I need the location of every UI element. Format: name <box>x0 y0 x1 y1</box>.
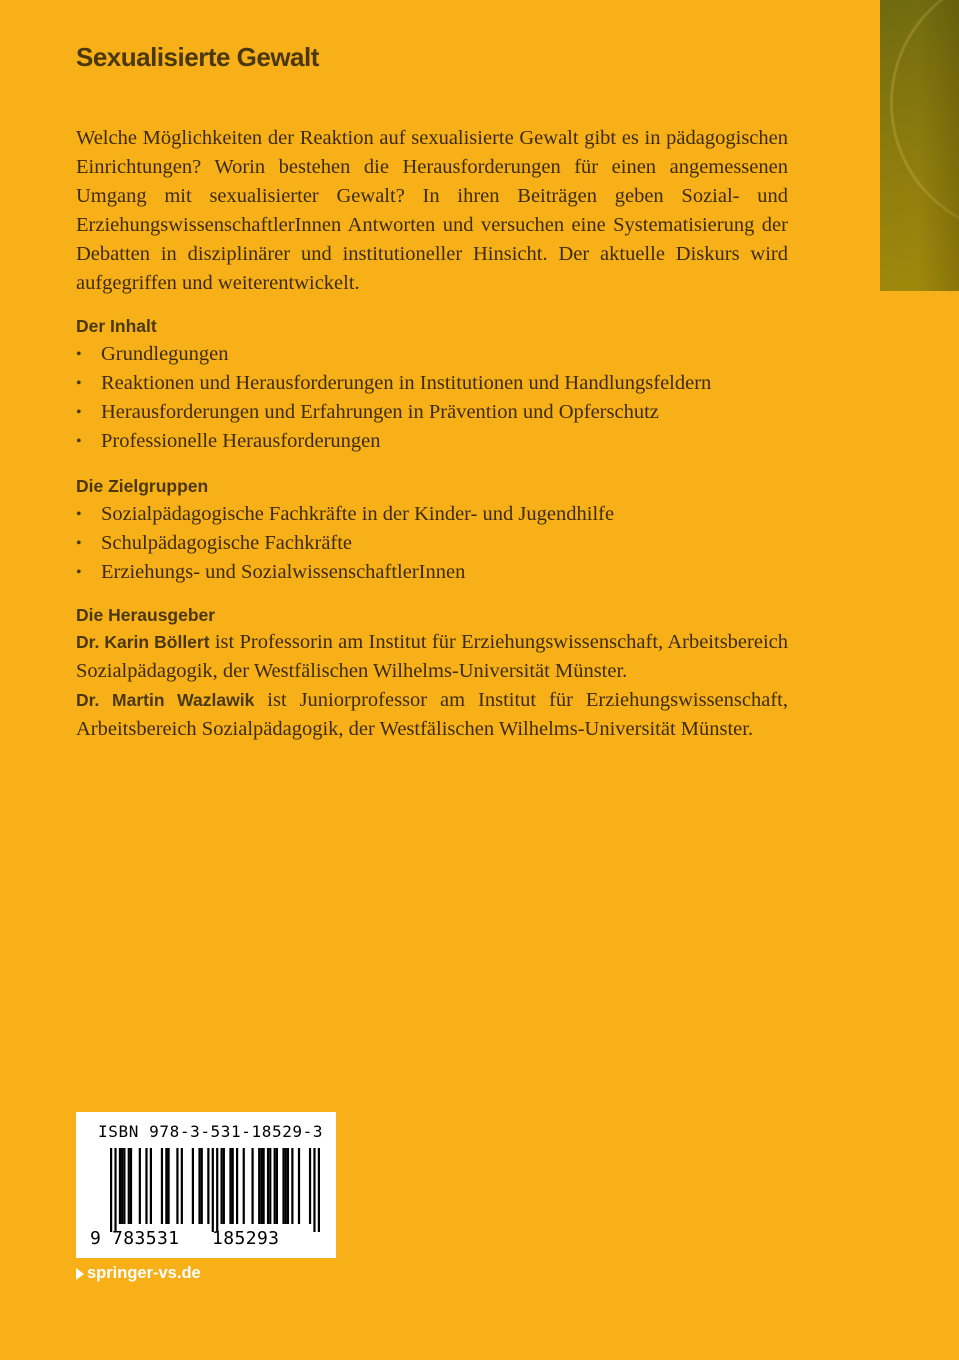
barcode-bar <box>260 1148 262 1224</box>
barcode-bar <box>145 1148 147 1224</box>
heading-zielgruppen: Die Zielgruppen <box>76 476 209 496</box>
barcode-bar <box>119 1148 121 1224</box>
editor-bio <box>76 628 788 686</box>
triangle-arrow-icon <box>76 1268 84 1280</box>
editor-description: ist Juniorprofessor am Institut für Erziehungswissenschaft, Arbeitsbereich Sozialpädagogik, der Westfälischen Wilhelms-Universität Münster. <box>76 689 788 740</box>
barcode-bar <box>150 1148 152 1224</box>
ean-right-group: 185293 <box>212 1228 280 1249</box>
editor-name: Dr. Martin Wazlawik <box>76 690 255 710</box>
barcode-bar <box>251 1148 253 1224</box>
barcode-bar <box>291 1148 293 1224</box>
barcode-bar <box>263 1148 265 1224</box>
heading-inhalt: Der Inhalt <box>76 316 157 336</box>
isbn-label: ISBN 978-3-531-18529-3 <box>98 1122 324 1141</box>
barcode-bar <box>130 1148 132 1224</box>
barcode-bar <box>313 1148 315 1232</box>
barcode-bars <box>110 1148 320 1232</box>
list-item: • Erziehungs- und SozialwissenschaftlerInnen <box>76 558 788 587</box>
barcode-bar <box>207 1148 209 1224</box>
list-item: • Grundlegungen <box>76 340 788 369</box>
barcode-bar <box>223 1148 225 1224</box>
barcode-bar <box>232 1148 234 1224</box>
list-item: • Reaktionen und Herausforderungen in Institutionen und Handlungsfeldern <box>76 369 788 398</box>
intro-paragraph: Welche Möglichkeiten der Reaktion auf sexualisierte Gewalt gibt es in pädagogischen Einrichtungen? Worin bestehen die Herausforderungen für einen angemessenen Umgang mit sexualisierter Gewalt? In ihren Beiträgen geben Sozial- und ErziehungswissenschaftlerInnen Antworten und versuchen eine Systematisierung der Debatten in disziplinärer und institutioneller Hinsicht. Der aktuelle Diskurs wird aufgegriffen und weiterentwickelt. <box>76 127 788 294</box>
barcode-bar <box>287 1148 289 1224</box>
accent-panel <box>880 0 959 291</box>
list-item: • Sozialpädagogische Fachkräfte in der Kinder- und Jugendhilfe <box>76 500 788 529</box>
barcode-bar <box>216 1148 218 1232</box>
barcode-bar <box>276 1148 278 1224</box>
zielgruppen-list <box>76 500 788 587</box>
editor-description: ist Professorin am Institut für Erziehungswissenschaft, Arbeitsbereich Sozialpädagogik, der Westfälischen Wilhelms-Universität Münster. <box>76 631 788 682</box>
barcode-bar <box>139 1148 141 1224</box>
isbn-barcode <box>76 1112 336 1258</box>
barcode-bar <box>121 1148 123 1224</box>
barcode-bar <box>298 1148 300 1224</box>
publisher-link[interactable] <box>76 1264 201 1283</box>
barcode-bar <box>318 1148 320 1232</box>
publisher-url: springer-vs.de <box>87 1264 201 1282</box>
barcode-bar <box>167 1148 169 1224</box>
barcode-bar <box>229 1148 231 1224</box>
book-title: Sexualisierte Gewalt <box>76 42 319 72</box>
barcode-bar <box>114 1148 116 1232</box>
barcode-bar <box>201 1148 203 1224</box>
back-cover-text <box>76 124 788 744</box>
decorative-shade <box>919 0 959 291</box>
barcode-bar <box>161 1148 163 1224</box>
barcode-bar <box>258 1148 260 1224</box>
barcode-bar <box>285 1148 287 1224</box>
list-item: • Professionelle Herausforderungen <box>76 427 788 456</box>
editor-name: Dr. Karin Böllert <box>76 632 210 652</box>
barcode-bar <box>212 1148 214 1232</box>
ean-left-group: 783531 <box>112 1228 180 1249</box>
barcode-bar <box>165 1148 167 1224</box>
barcode-bar <box>198 1148 200 1224</box>
barcode-bar <box>110 1148 112 1232</box>
barcode-bar <box>243 1148 245 1224</box>
barcode-bar <box>267 1148 269 1224</box>
barcode-bar <box>236 1148 238 1224</box>
barcode-bar <box>309 1148 311 1224</box>
inhalt-list <box>76 340 788 456</box>
barcode-bar <box>274 1148 276 1224</box>
barcode-bar <box>221 1148 223 1224</box>
barcode-bar <box>269 1148 271 1224</box>
barcode-bar <box>282 1148 284 1224</box>
barcode-bar <box>181 1148 183 1224</box>
editor-bio <box>76 686 788 744</box>
ean-first-digit: 9 <box>90 1228 101 1249</box>
barcode-bar <box>176 1148 178 1224</box>
barcode-bar <box>123 1148 125 1224</box>
heading-herausgeber: Die Herausgeber <box>76 605 216 625</box>
list-item: • Herausforderungen und Erfahrungen in Prävention und Opferschutz <box>76 398 788 427</box>
list-item: • Schulpädagogische Fachkräfte <box>76 529 788 558</box>
barcode-bar <box>128 1148 130 1224</box>
barcode-bar <box>192 1148 194 1224</box>
